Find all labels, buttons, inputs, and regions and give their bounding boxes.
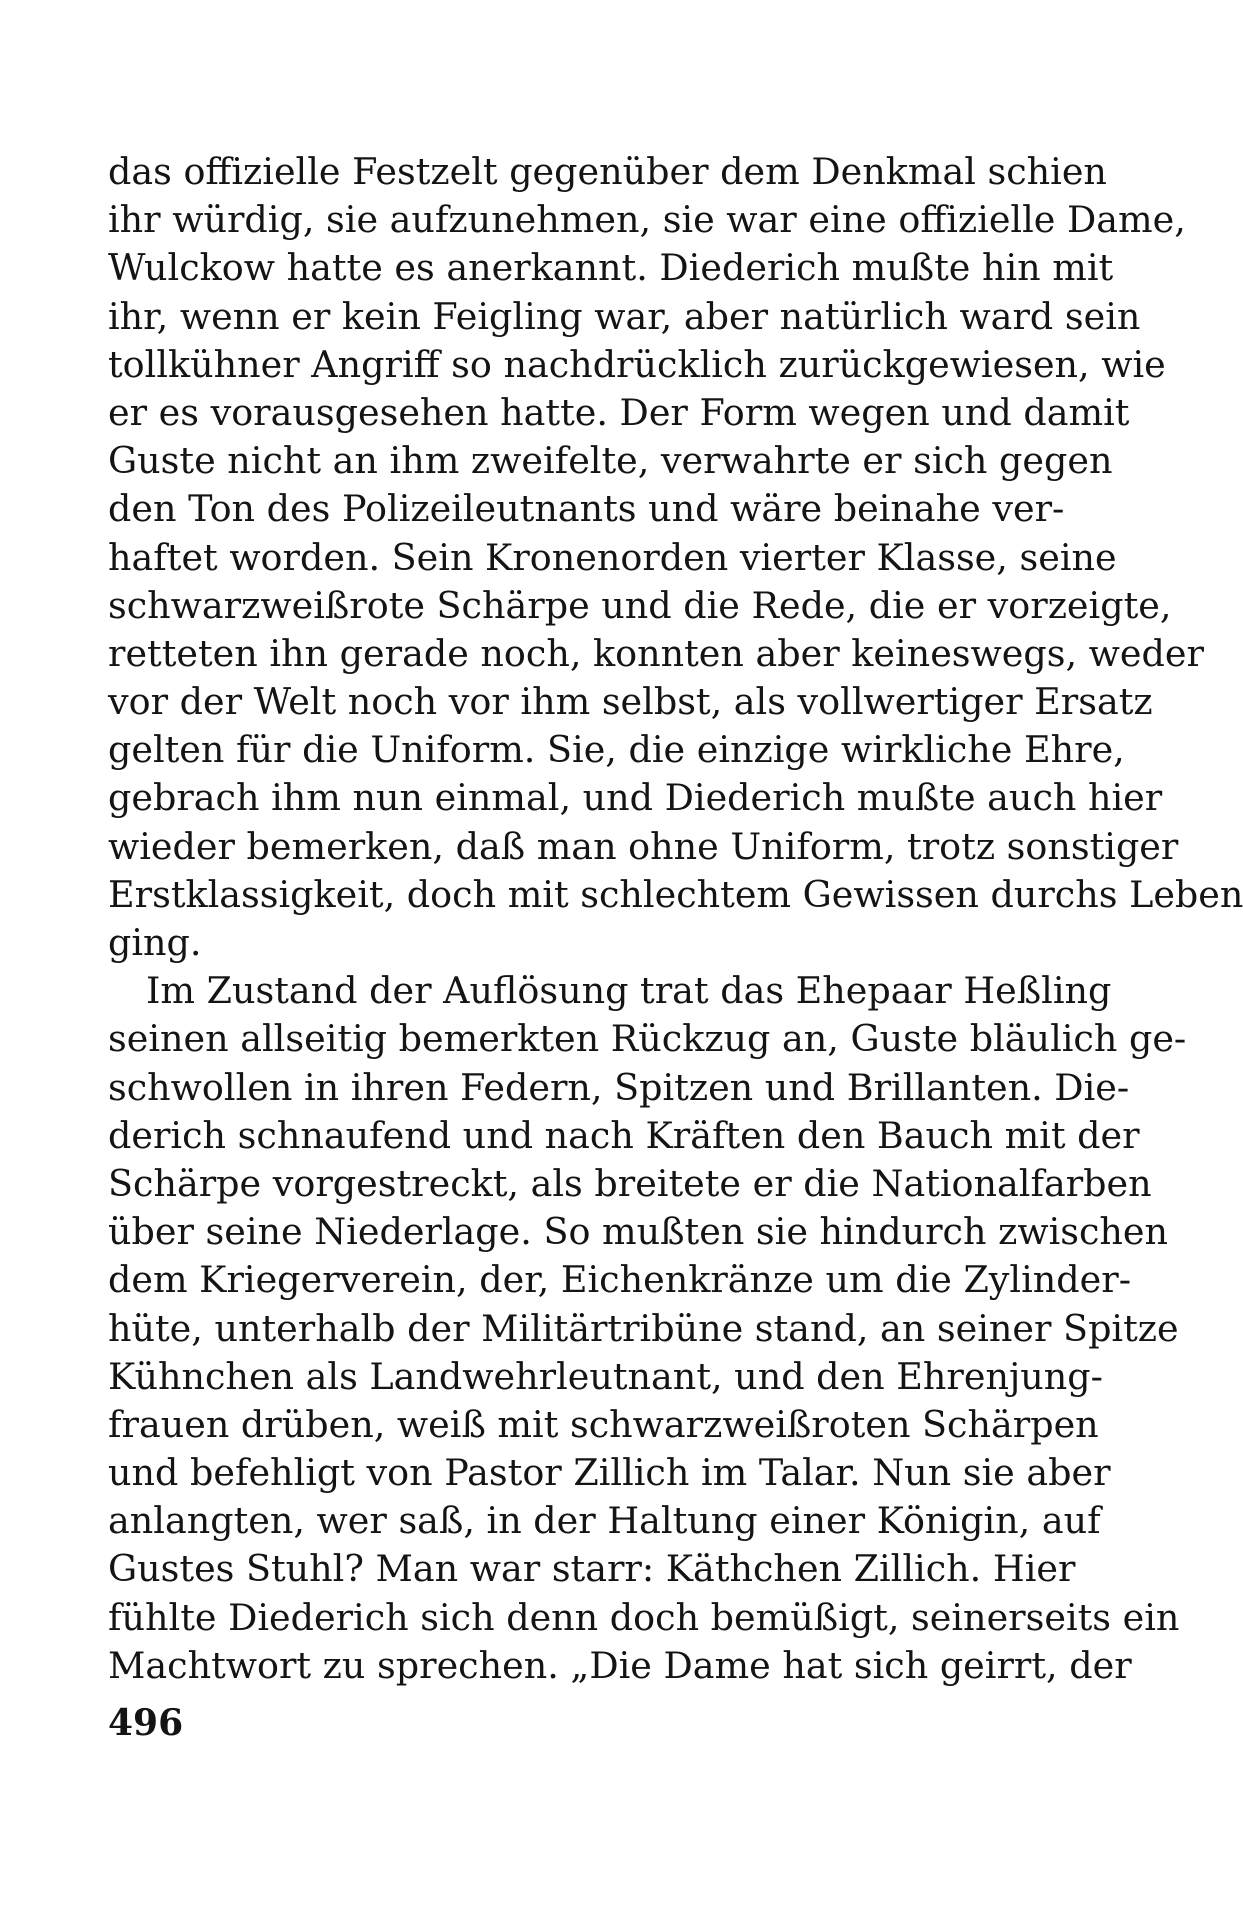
text-line: hüte, unterhalb der Militärtribüne stand, an seiner Spitze [108,1306,1179,1350]
text-line: Guste nicht an ihm zweifelte, verwahrte er sich gegen [108,439,1113,483]
paragraph-start-line: Im Zustand der Auflösung trat das Ehepaar Heßling [146,969,1112,1013]
text-line: Erstklassigkeit, doch mit schlechtem Gewissen durchs Leben [108,872,1243,916]
text-line: derich schnaufend und nach Kräften den Bauch mit der [108,1113,1140,1157]
text-line: gelten für die Uniform. Sie, die einzige wirkliche Ehre, [108,728,1125,772]
text-line: seinen allseitig bemerkten Rückzug an, Guste bläulich ge- [108,1017,1187,1061]
text-line: schwarzweißrote Schärpe und die Rede, die er vorzeigte, [108,583,1172,627]
text-line: frauen drüben, weiß mit schwarzweißroten Schärpen [108,1402,1099,1446]
paragraph-end-line: ging. [108,921,202,964]
text-line: fühlte Diederich sich denn doch bemüßigt, seinerseits ein [108,1595,1180,1639]
text-line: vor der Welt noch vor ihm selbst, als vollwertiger Ersatz [108,680,1153,724]
text-line: er es vorausgesehen hatte. Der Form wegen und damit [108,390,1130,434]
page-body-text [108,148,1243,1690]
text-line: tollkühner Angriff so nachdrücklich zurückgewiesen, wie [108,342,1166,386]
text-line: ihr würdig, sie aufzunehmen, sie war eine offizielle Dame, [108,198,1186,242]
text-line: retteten ihn gerade noch, konnten aber keineswegs, weder [108,631,1204,675]
text-line: Kühnchen als Landwehrleutnant, und den Ehrenjung- [108,1354,1103,1398]
page-number: 496 [108,1702,184,1744]
text-line: Gustes Stuhl? Man war starr: Käthchen Zillich. Hier [108,1547,1076,1591]
text-line: dem Kriegerverein, der, Eichenkränze um die Zylinder- [108,1258,1132,1302]
text-line: Machtwort zu sprechen. „Die Dame hat sich geirrt, der [108,1643,1132,1687]
text-line: ihr, wenn er kein Feigling war, aber natürlich ward sein [108,294,1141,338]
text-line: anlangten, wer saß, in der Haltung einer Königin, auf [108,1499,1101,1543]
text-line: wieder bemerken, daß man ohne Uniform, trotz sonstiger [108,824,1179,868]
text-line: haftet worden. Sein Kronenorden vierter Klasse, seine [108,535,1117,579]
text-line: Wulckow hatte es anerkannt. Diederich mußte hin mit [108,246,1114,290]
text-line: gebrach ihm nun einmal, und Diederich mußte auch hier [108,776,1163,820]
text-line: und befehligt von Pastor Zillich im Talar. Nun sie aber [108,1451,1111,1495]
text-line: über seine Niederlage. So mußten sie hindurch zwischen [108,1210,1169,1254]
text-line: den Ton des Polizeileutnants und wäre beinahe ver- [108,487,1065,531]
text-line: das offizielle Festzelt gegenüber dem Denkmal schien [108,150,1107,193]
text-line: schwollen in ihren Federn, Spitzen und Brillanten. Die- [108,1065,1130,1109]
text-line: Schärpe vorgestreckt, als breitete er die Nationalfarben [108,1161,1152,1205]
